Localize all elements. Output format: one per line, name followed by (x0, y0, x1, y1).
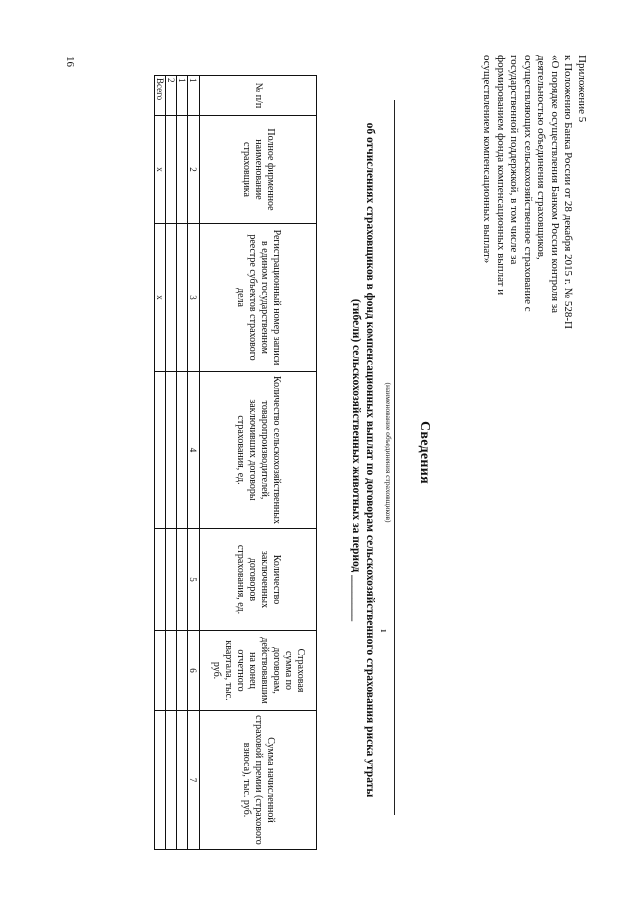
table-cell (177, 224, 188, 372)
document-title: Сведения (417, 420, 432, 485)
header-cell: № п/п (200, 76, 317, 116)
table-cell (177, 631, 188, 711)
column-number: 3 (188, 224, 200, 372)
header-cell: Сумма начисленной страховой премии (страхового взноса), тыс. руб. (200, 711, 317, 850)
table-row (177, 76, 188, 850)
column-number: 7 (188, 711, 200, 850)
table-cell (166, 116, 177, 224)
org-name-caption: (наименование объединения страховщиков) (384, 382, 393, 523)
header-cell: Регистрационный номер записи в едином государственном реестре субъектов страхового дела (200, 224, 317, 372)
table-cell: 2 (166, 76, 177, 116)
document-subtitle (349, 60, 377, 860)
table-cell (166, 711, 177, 850)
header-cell: Количество заключенных договоров страхования, ед. (200, 529, 317, 631)
header-cell: Количество сельскохозяйственных товаропроизводителей, заключивших договоры страхования, ед. (200, 372, 317, 529)
subtitle-line-1: об отчислениях страховщиков в фонд компенсационных выплат по договорам сельскохозяйственного страхования риска утраты (364, 122, 376, 798)
table-cell: Всего (155, 76, 166, 116)
appendix-line: государственной поддержкой, в том числе за (508, 55, 521, 265)
column-number-row (188, 76, 200, 850)
header-row (200, 76, 317, 850)
org-name-underline (394, 100, 395, 815)
table-cell (166, 372, 177, 529)
table-cell (155, 631, 166, 711)
appendix-line: осуществлением компенсационных выплат» (481, 55, 494, 264)
table-cell: х (155, 224, 166, 372)
column-number: 6 (188, 631, 200, 711)
appendix-line: «О порядке осуществления Банком России контроля за (549, 55, 561, 314)
header-cell: Страховая сумма по договорам, действовавшим на конец отчетного квартала, тыс. руб. (200, 631, 317, 711)
total-row (155, 76, 166, 850)
table-cell (166, 224, 177, 372)
table-cell (166, 529, 177, 631)
table-cell (155, 529, 166, 631)
appendix-line: к Положению Банка России от 28 декабря 2015 г. № 528-П (562, 55, 575, 329)
header-cell: Полное фирменное наименование страховщика (200, 116, 317, 224)
table-row (166, 76, 177, 850)
column-number: 4 (188, 372, 200, 529)
table-cell: 1 (177, 76, 188, 116)
appendix-line: деятельностью объединения страховщиков, (535, 55, 548, 260)
column-number: 5 (188, 529, 200, 631)
subtitle-line-2: (гибели) сельскохозяйственных животных за период ________ (350, 298, 362, 622)
appendix-block (480, 55, 588, 391)
table-cell: х (155, 116, 166, 224)
appendix-line: формированием фонда компенсационных выплат и (495, 55, 507, 296)
report-table (154, 75, 317, 850)
appendix-line: осуществляющих сельскохозяйственное страхование с (522, 55, 534, 312)
column-number: 1 (188, 76, 200, 116)
appendix-line: Приложение 5 (576, 55, 588, 123)
column-number: 2 (188, 116, 200, 224)
table-cell (155, 711, 166, 850)
table-cell (166, 631, 177, 711)
page-number: 16 (64, 56, 76, 67)
footnote-mark: 1 (379, 629, 387, 633)
table-cell (155, 372, 166, 529)
table-cell (177, 116, 188, 224)
table-cell (177, 711, 188, 850)
table-cell (177, 529, 188, 631)
table-cell (177, 372, 188, 529)
